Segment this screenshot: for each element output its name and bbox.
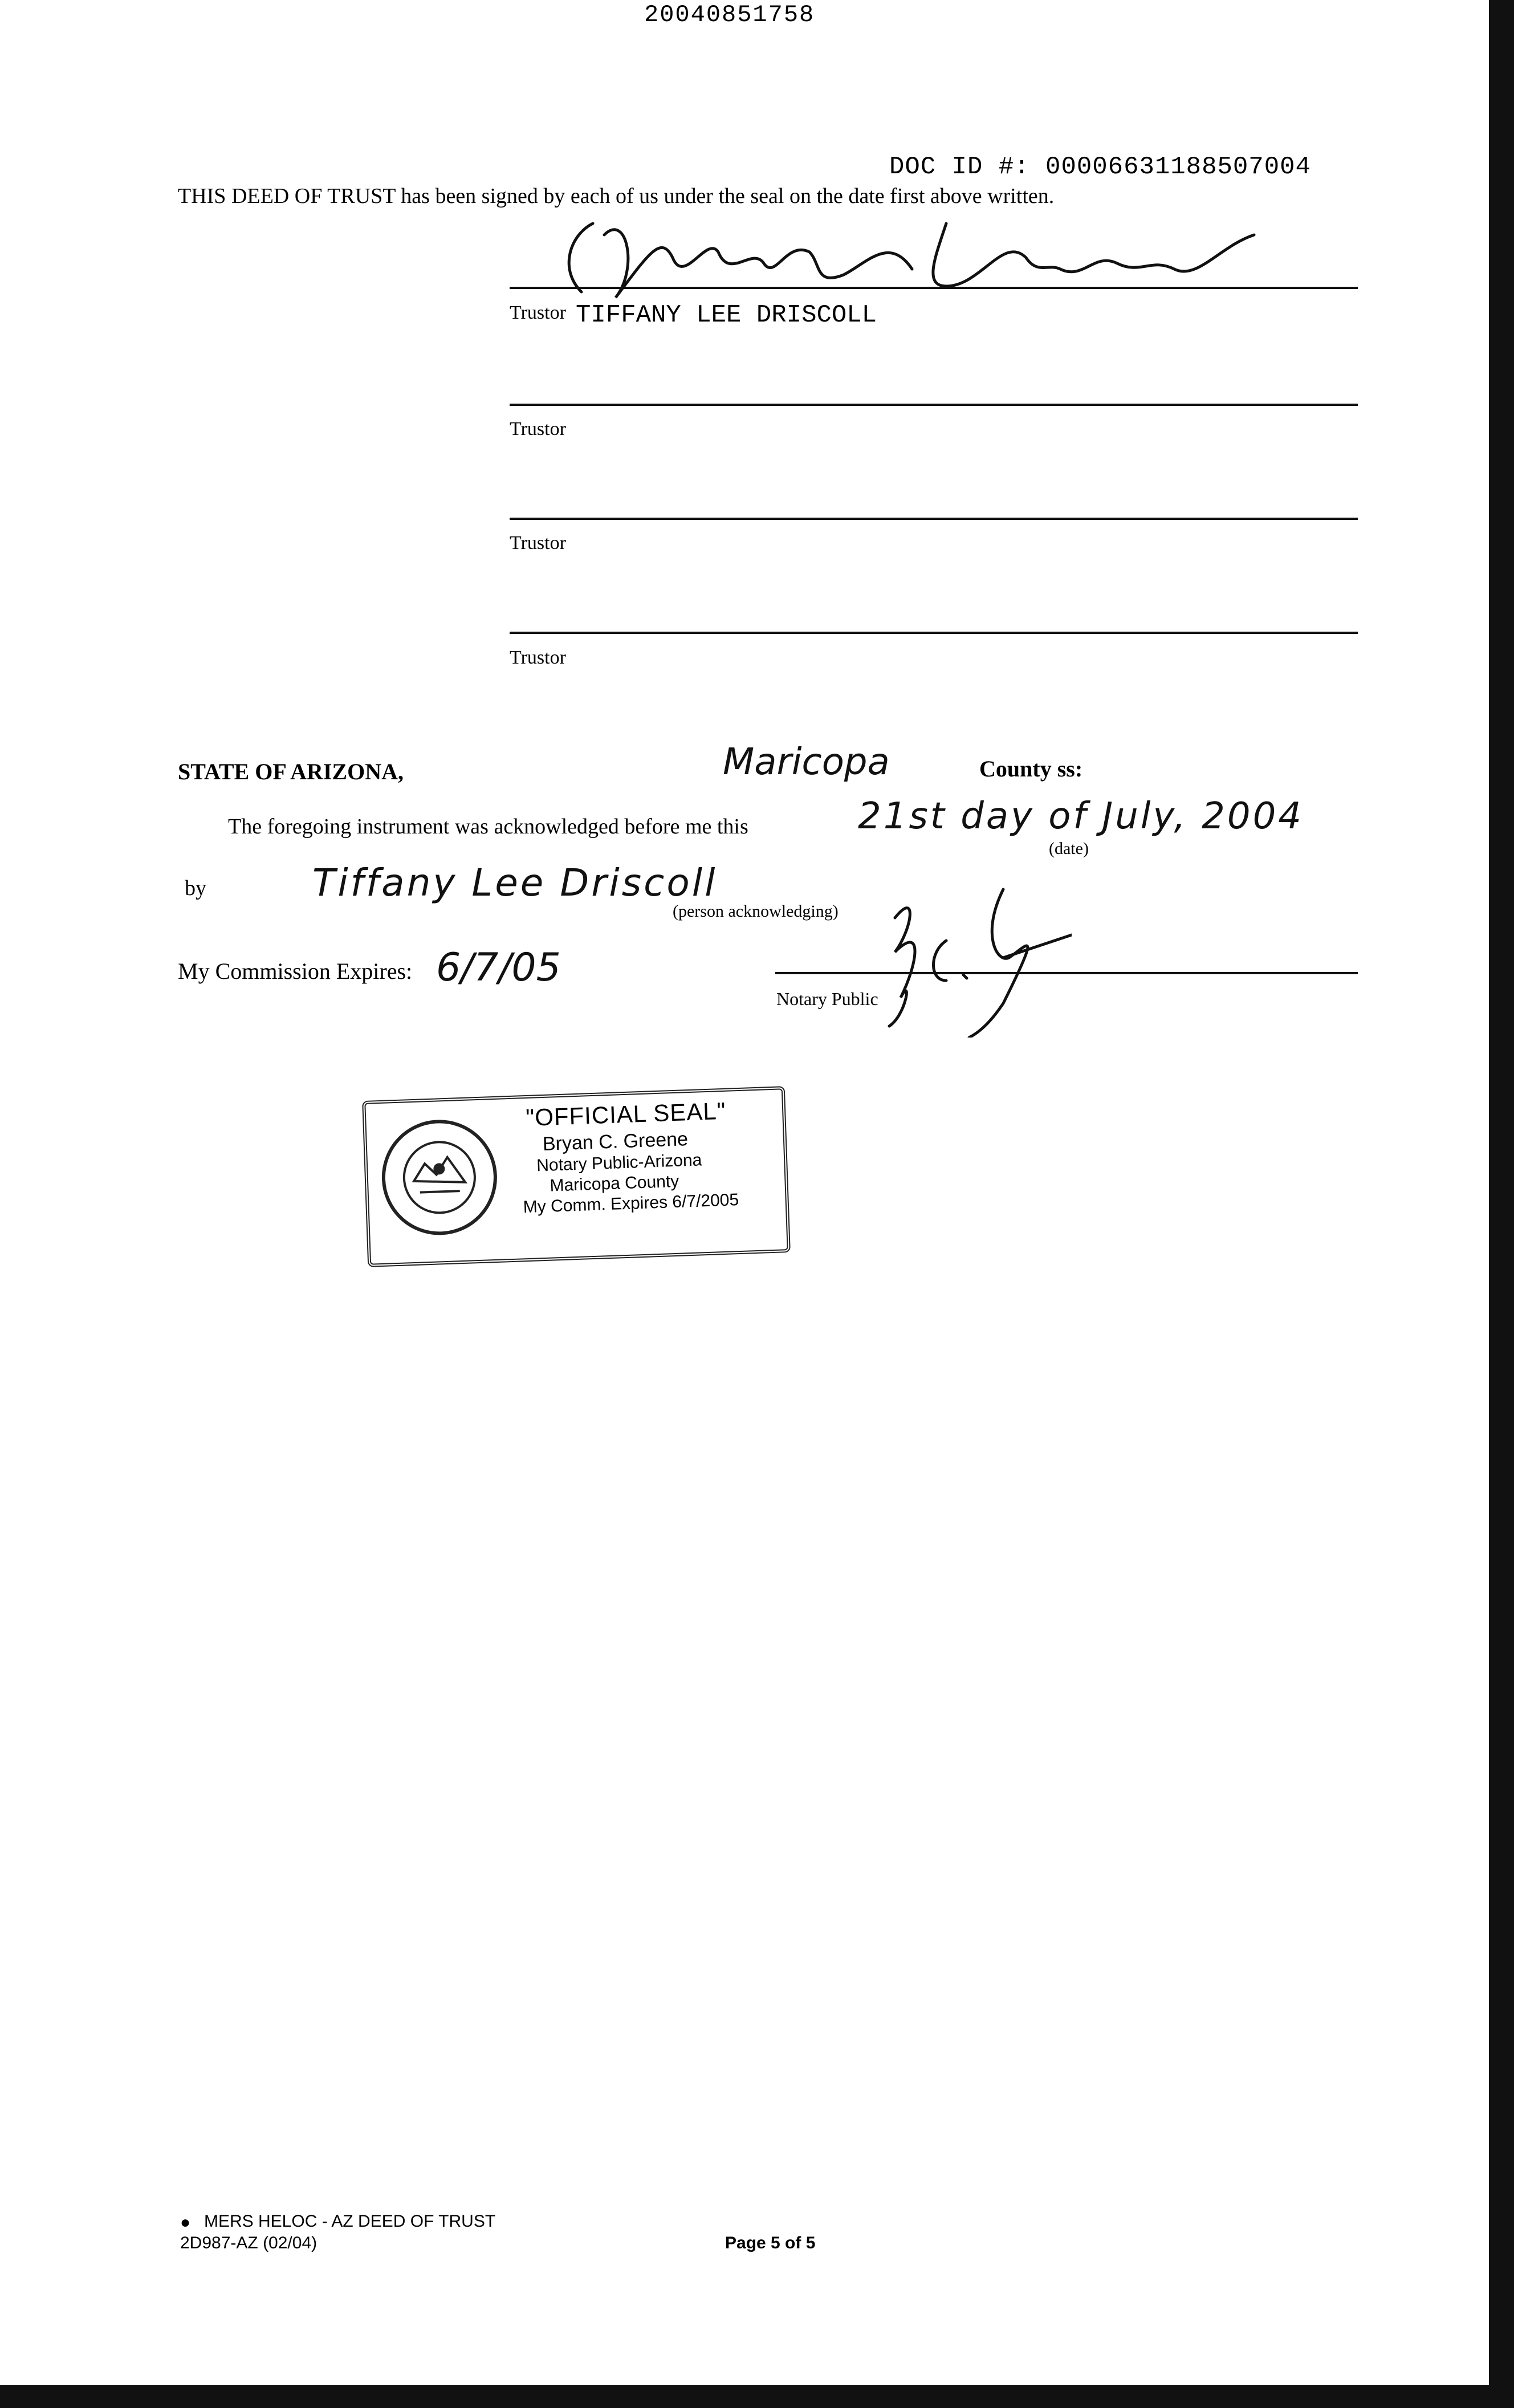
county-handwritten: Maricopa [723,741,890,783]
acknowledgment-date-handwritten: 21st day of July, 2004 [858,795,1304,837]
recording-number: 20040851758 [644,1,815,29]
state-heading: STATE OF ARIZONA, [178,759,404,784]
arizona-state-seal-icon [377,1116,501,1239]
county-label: County ss: [979,756,1083,782]
notary-label: Notary Public [776,989,878,1009]
intro-statement: THIS DEED OF TRUST has been signed by each of us under the seal on the date first above written. [178,184,1055,208]
seal-line-2: Maricopa County [549,1172,679,1195]
trustor-signature-line-1 [510,287,1358,289]
official-seal-stamp [362,1086,791,1267]
commission-date-handwritten: 6/7/05 [436,945,561,990]
seal-notary-name: Bryan C. Greene [542,1128,689,1156]
scan-border-right [1489,0,1514,2408]
trustor-label-4: Trustor [510,647,566,668]
trustor-label-2: Trustor [510,418,566,440]
commission-label: My Commission Expires: [178,958,413,984]
acknowledgment-statement: The foregoing instrument was acknowledged before me this [228,815,748,839]
person-acknowledging-handwritten: Tiffany Lee Driscoll [312,861,718,905]
doc-id: DOC ID #: 00006631188507004 [889,153,1311,181]
notary-signature [832,867,1072,1038]
trustor-signature-line-3 [510,518,1358,520]
notary-signature-line [775,972,1358,974]
footer-form-title: MERS HELOC - AZ DEED OF TRUST [204,2212,496,2231]
trustor-signature-line-2 [510,404,1358,406]
scan-border-bottom [0,2385,1514,2408]
date-caption: (date) [1049,839,1089,858]
trustor-name-1: TIFFANY LEE DRISCOLL [576,301,877,330]
seal-line-3: My Comm. Expires 6/7/2005 [523,1190,739,1217]
trustor-signature-line-4 [510,632,1358,634]
person-caption: (person acknowledging) [673,902,839,921]
seal-title: "OFFICIAL SEAL" [525,1097,727,1132]
footer-form-code: 2D987-AZ (02/04) [180,2234,318,2252]
seal-line-1: Notary Public-Arizona [536,1150,702,1175]
footer-page-number: Page 5 of 5 [725,2234,816,2252]
by-label: by [185,876,206,900]
trustor-label-3: Trustor [510,532,566,554]
footer-bullet-icon: ● [180,2213,191,2232]
trustor-label-1: Trustor [510,302,566,323]
